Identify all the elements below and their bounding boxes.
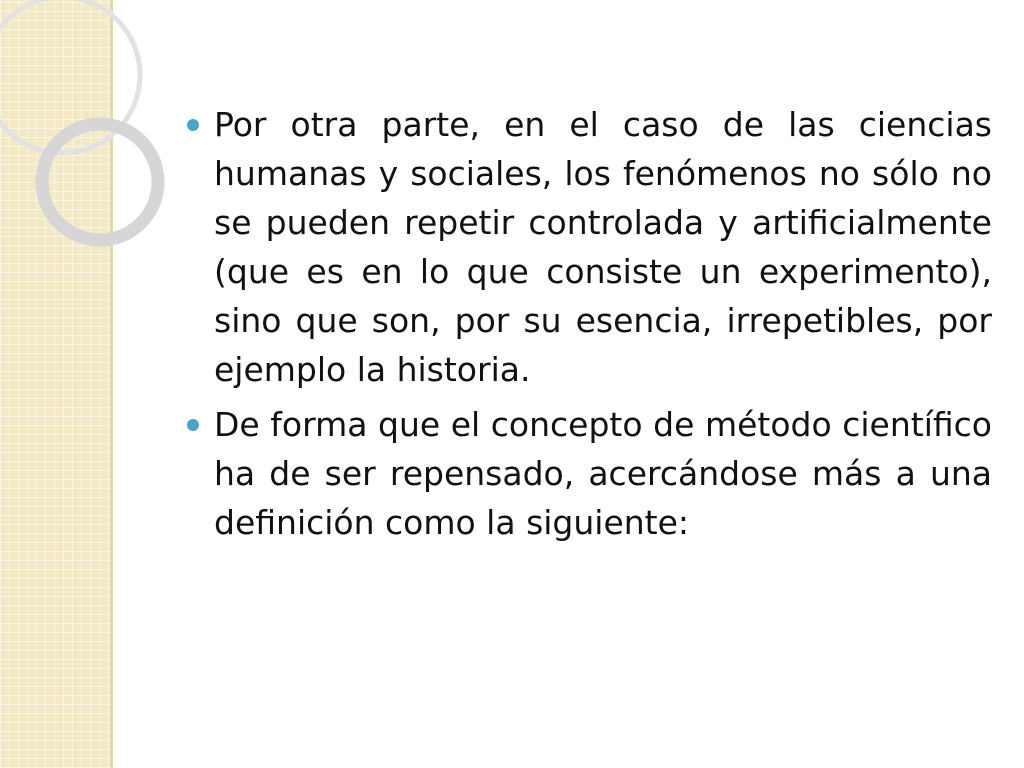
bullet-dot-icon [187, 419, 199, 431]
decorative-rings [0, 0, 160, 260]
bullet-dot-icon [187, 119, 199, 131]
bullet-item-2 [182, 400, 992, 547]
bullet-item-1 [182, 100, 992, 394]
bullet-text: Por otra parte, en el caso de las ciencias humanas y sociales, los fenómenos no sólo no se pueden repetir controlada y artificialmente (que es en lo que consiste un experimento), sino que son, por su esencia, irrepetibles, por ejemplo la historia. [214, 105, 992, 389]
slide-body [182, 100, 992, 553]
bullet-text: De forma que el concepto de método científico ha de ser repensado, acercándose más a una definición como la siguiente: [214, 405, 992, 542]
